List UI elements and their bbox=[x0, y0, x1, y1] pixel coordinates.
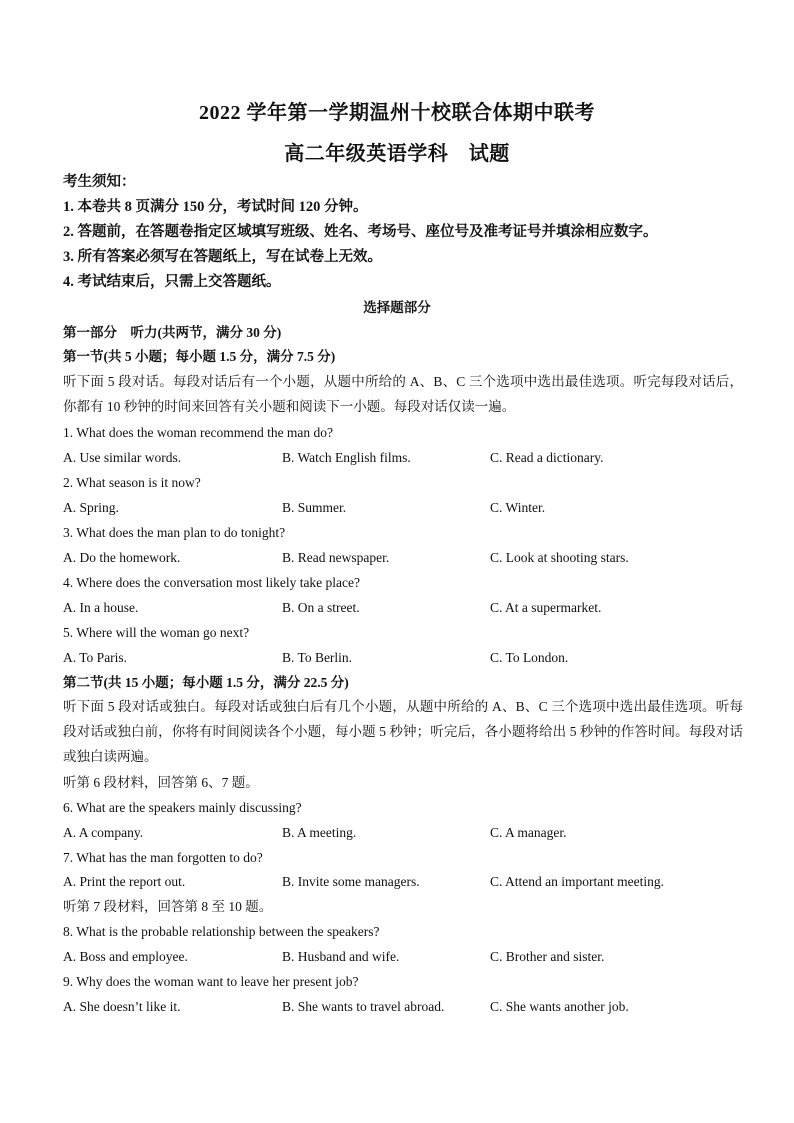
exam-subtitle: 高二年级英语学科 试题 bbox=[284, 143, 510, 165]
option-3a: A. Do the homework. bbox=[63, 550, 181, 565]
option-6c: C. A manager. bbox=[490, 825, 567, 840]
material-7-note: 听第 7 段材料，回答第 8 至 10 题。 bbox=[63, 899, 273, 914]
option-5c: C. To London. bbox=[490, 650, 569, 665]
option-3b: B. Read newspaper. bbox=[282, 550, 390, 565]
notice-heading: 考生须知： bbox=[63, 174, 136, 190]
question-6: 6. What are the speakers mainly discussing? bbox=[63, 800, 302, 815]
option-8b: B. Husband and wife. bbox=[282, 949, 400, 964]
section1-heading: 第一节(共 5 小题；每小题 1.5 分，满分 7.5 分) bbox=[63, 349, 336, 364]
option-8c: C. Brother and sister. bbox=[490, 949, 605, 964]
option-5a: A. To Paris. bbox=[63, 650, 128, 665]
option-3c: C. Look at shooting stars. bbox=[490, 550, 629, 565]
notice-item-3: 3. 所有答案必须写在答题纸上，写在试卷上无效。 bbox=[63, 249, 382, 265]
option-6b: B. A meeting. bbox=[282, 825, 357, 840]
option-7b: B. Invite some managers. bbox=[282, 874, 420, 889]
option-1b: B. Watch English films. bbox=[282, 450, 411, 465]
option-9b: B. She wants to travel abroad. bbox=[282, 999, 445, 1014]
section2-heading: 第二节(共 15 小题；每小题 1.5 分，满分 22.5 分) bbox=[63, 675, 349, 690]
question-5: 5. Where will the woman go next? bbox=[63, 625, 250, 640]
option-6a: A. A company. bbox=[63, 825, 144, 840]
option-2b: B. Summer. bbox=[282, 500, 347, 515]
question-9: 9. Why does the woman want to leave her present job? bbox=[63, 974, 359, 989]
option-7a: A. Print the report out. bbox=[63, 874, 186, 889]
option-8a: A. Boss and employee. bbox=[63, 949, 188, 964]
section1-instructions: 听下面 5 段对话。每段对话后有一个小题，从题中所给的 A、B、C 三个选项中选出最佳选项。听完每段对话后，你都有 10 秒钟的时间来回答有关小题和阅读下一小题。每段对话仅读一遍。 bbox=[63, 374, 743, 414]
option-1c: C. Read a dictionary. bbox=[490, 450, 604, 465]
question-4: 4. Where does the conversation most likely take place? bbox=[63, 575, 361, 590]
option-5b: B. To Berlin. bbox=[282, 650, 353, 665]
question-8: 8. What is the probable relationship between the speakers? bbox=[63, 924, 380, 939]
material-6-note: 听第 6 段材料，回答第 6、7 题。 bbox=[63, 775, 259, 790]
notice-item-1: 1. 本卷共 8 页满分 150 分，考试时间 120 分钟。 bbox=[63, 199, 368, 215]
part-label: 选择题部分 bbox=[363, 300, 431, 315]
option-1a: A. Use similar words. bbox=[63, 450, 182, 465]
option-2c: C. Winter. bbox=[490, 500, 546, 515]
option-4b: B. On a street. bbox=[282, 600, 360, 615]
question-2: 2. What season is it now? bbox=[63, 475, 201, 490]
question-1: 1. What does the woman recommend the man do? bbox=[63, 425, 334, 440]
exam-title: 2022 学年第一学期温州十校联合体期中联考 bbox=[199, 102, 595, 124]
section2-instructions: 听下面 5 段对话或独白。每段对话或独白后有几个小题，从题中所给的 A、B、C 三个选项中选出最佳选项。听每段对话或独白前，你将有时间阅读各个小题，每小题 5 秒钟；听完后，各小题将给出 5 秒钟的作答时间。每段对话或独白读两遍。 bbox=[63, 699, 743, 764]
option-4c: C. At a supermarket. bbox=[490, 600, 602, 615]
option-7c: C. Attend an important meeting. bbox=[490, 874, 664, 889]
notice-item-2: 2. 答题前，在答题卷指定区域填写班级、姓名、考场号、座位号及准考证号并填涂相应数字。 bbox=[63, 224, 658, 240]
option-9c: C. She wants another job. bbox=[490, 999, 629, 1014]
part1-heading: 第一部分 听力(共两节，满分 30 分) bbox=[63, 325, 282, 340]
notice-item-4: 4. 考试结束后，只需上交答题纸。 bbox=[63, 274, 281, 290]
question-7: 7. What has the man forgotten to do? bbox=[63, 850, 263, 865]
option-4a: A. In a house. bbox=[63, 600, 139, 615]
option-9a: A. She doesn’t like it. bbox=[63, 999, 181, 1014]
option-2a: A. Spring. bbox=[63, 500, 119, 515]
question-3: 3. What does the man plan to do tonight? bbox=[63, 525, 286, 540]
